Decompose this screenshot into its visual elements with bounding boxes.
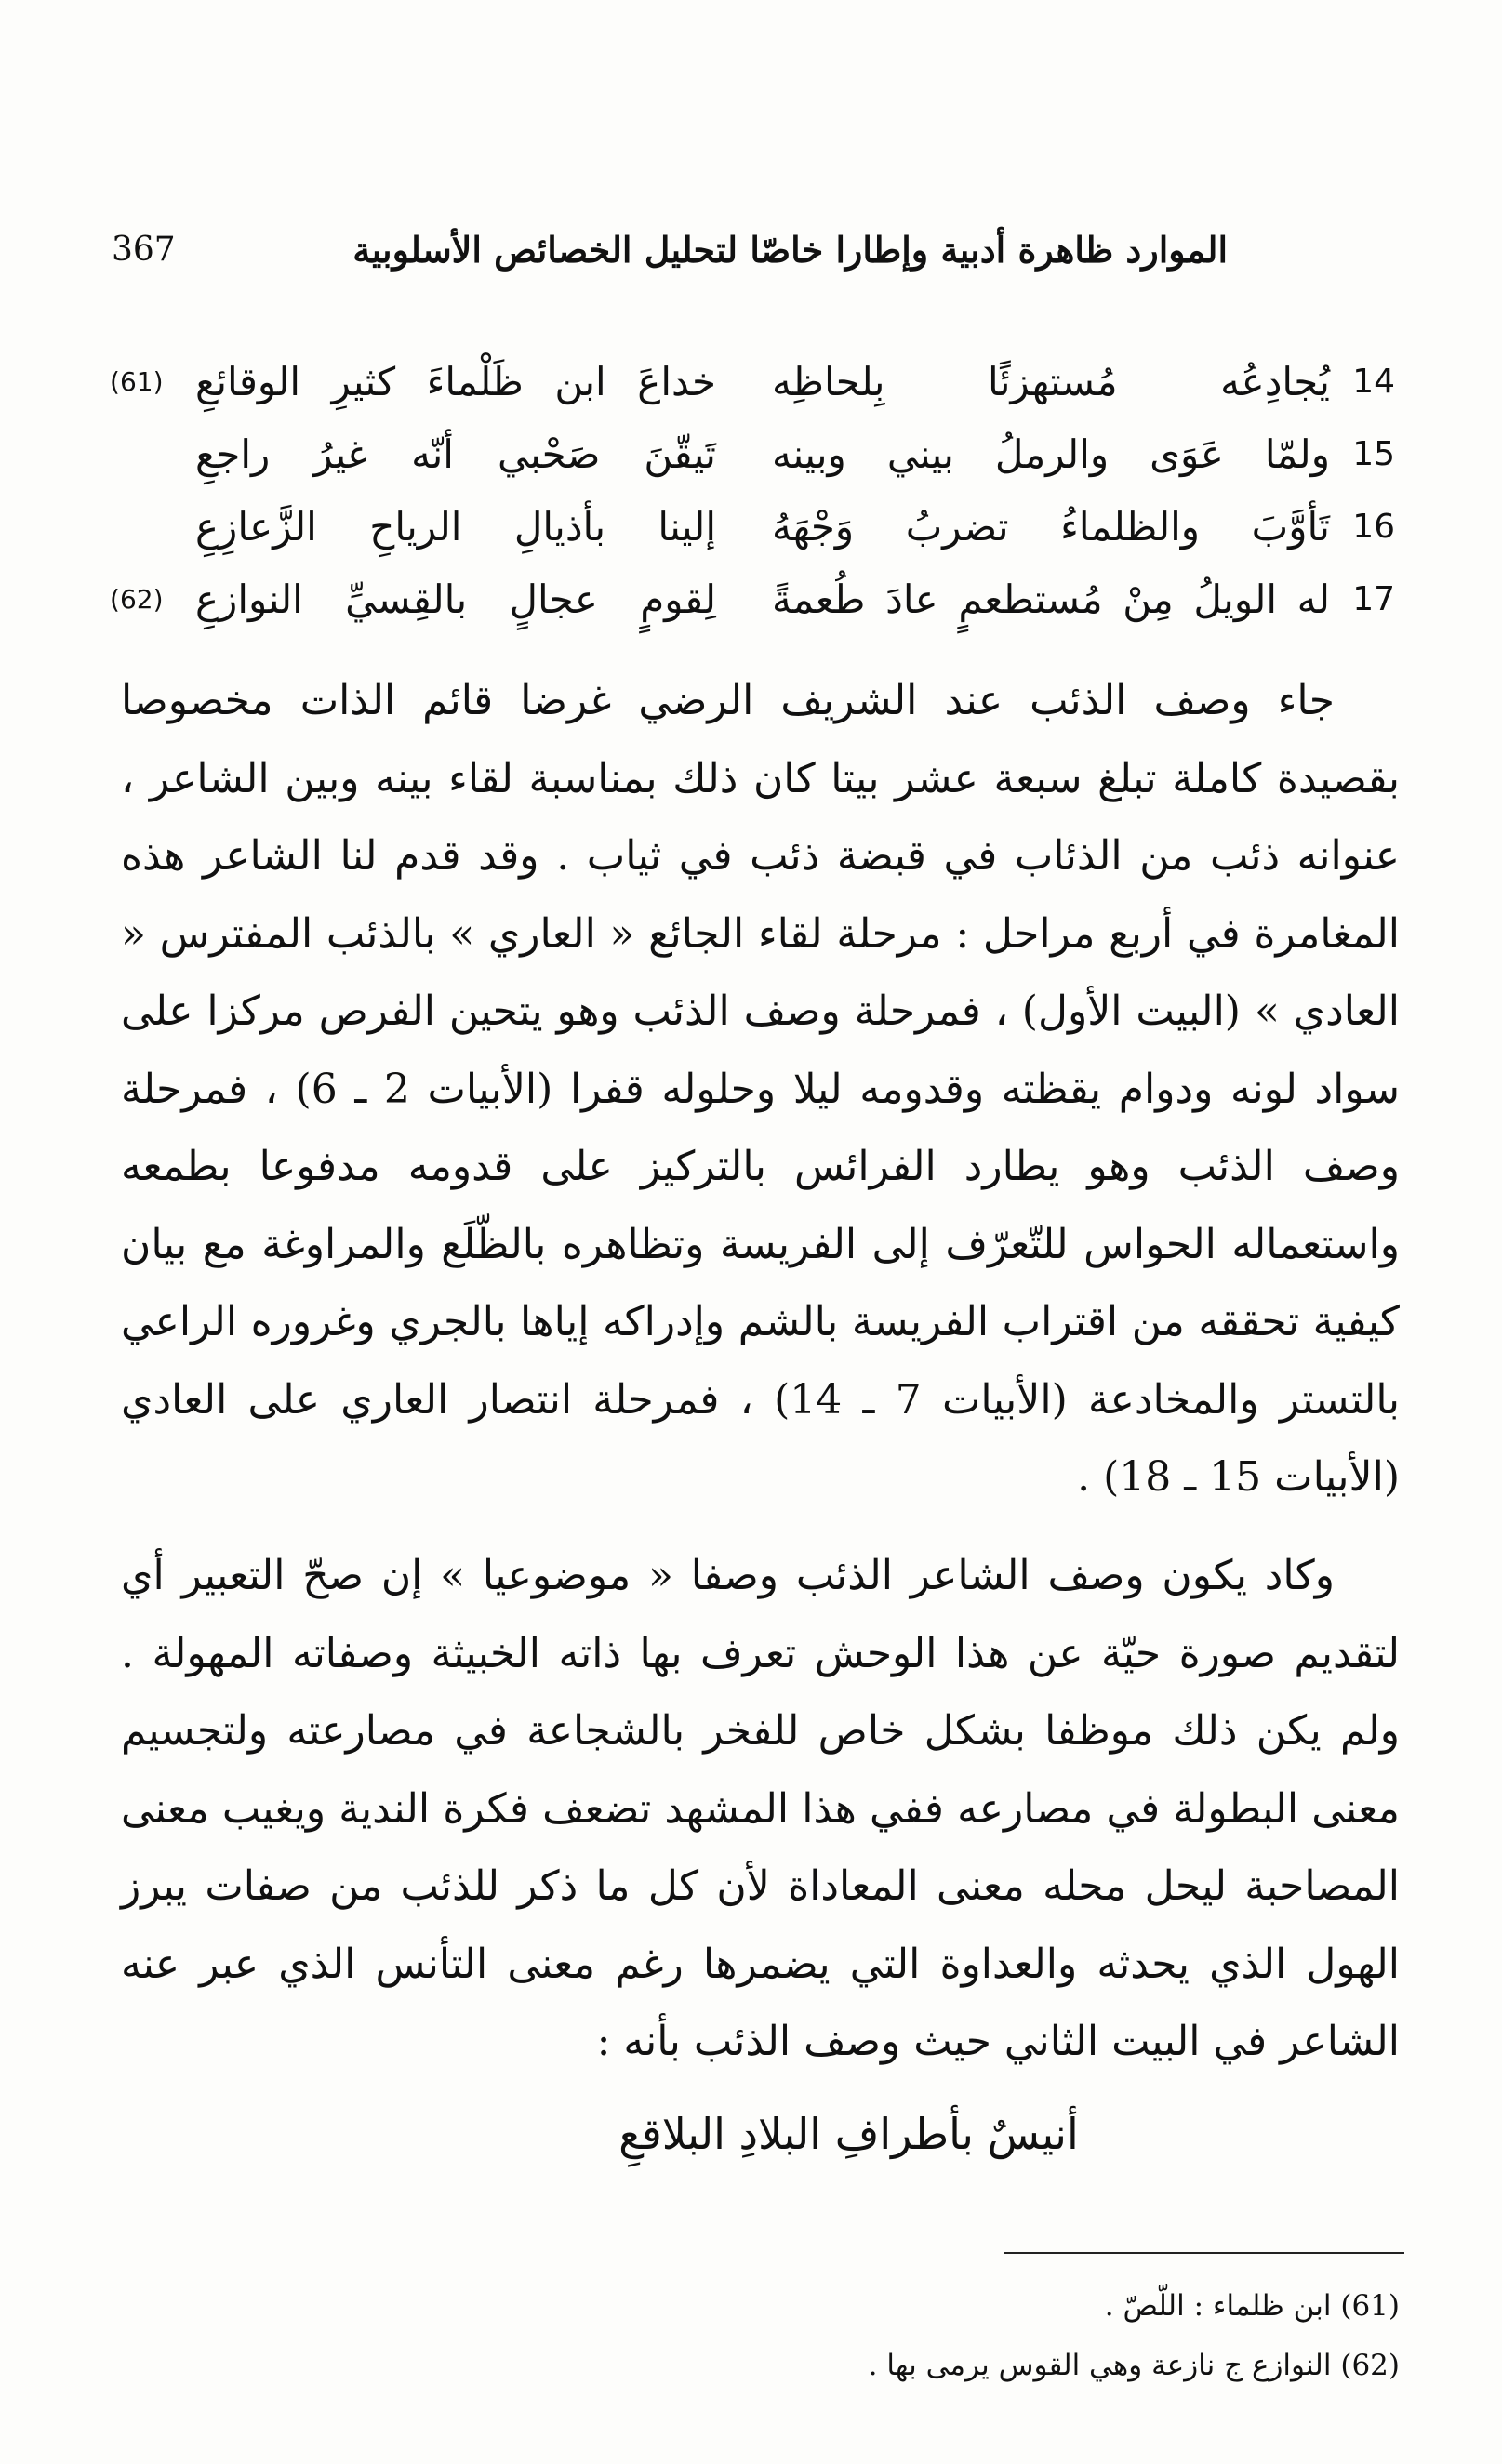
verse-number: 17 xyxy=(1352,580,1395,618)
verse-number: 15 xyxy=(1352,435,1395,473)
verse-number: 14 xyxy=(1352,363,1395,401)
verse-second-hemistich: خداعَ ابن ظَلْماءَ كثيرِ الوقائعِ xyxy=(195,359,716,404)
footnote-number: (61) xyxy=(1340,2289,1400,2323)
page-header xyxy=(112,223,1228,288)
running-title: الموارد ظاهرة أدبية وإطارا خاصّا لتحليل الخصائص الأسلوبية xyxy=(352,229,1228,271)
verse-16 xyxy=(112,491,1395,563)
verse-second-hemistich: لِقومٍ عجالٍ بالقِسيِّ النوازعِ xyxy=(195,576,716,622)
paragraph-text: جاء وصف الذئب عند الشريف الرضي غرضا قائم الذات مخصوصا بقصيدة كاملة تبلغ سبعة عشر بيتا كان ذلك بمناسبة لقاء بينه وبين الشاعر ، عنوانه ذئب من الذئاب في قبضة ذئب في ثياب . وقد قدم لنا الشاعر هذه المغامرة في أربع مراحل : مرحلة لقاء الجائع « العاري » بالذئب المفترس « العادي » (البيت الأول) ، فمرحلة وصف الذئب وهو يتحين الفرص مركزا على سواد لونه ودوام يقظته وقدومه ليلا وحلوله قفرا (الأبيات 2 ـ 6) ، فمرحلة وصف الذئب وهو يطارد الفرائس بالتركيز على قدومه مدفوعا بطمعه واستعماله الحواس للتّعرّف إلى الفريسة وتظاهره بالظّلَع والمراوغة مع بيان كيفية تحققه من اقتراب الفريسة بالشم وإدراكه إياها بالجري وغروره الراعي بالتستر والمخادعة (الأبيات 7 ـ 14) ، فمرحلة انتصار العاري على العادي (الأبيات 15 ـ 18) . xyxy=(121,677,1400,1501)
verse-17 xyxy=(112,563,1395,636)
footnote-divider xyxy=(1004,2252,1404,2254)
footnote-62 xyxy=(563,2336,1400,2395)
footnote-61 xyxy=(563,2276,1400,2336)
footnote-text: ابن ظلماء : اللّصّ . xyxy=(1104,2289,1332,2323)
verse-first-hemistich: تَأوَّبَ والظلماءُ تضربُ وَجْهَهُ xyxy=(772,504,1330,550)
footnote-number: (62) xyxy=(1340,2349,1400,2382)
footnotes xyxy=(563,2276,1400,2395)
verse-15 xyxy=(112,418,1395,491)
page-number: 367 xyxy=(112,231,176,269)
footnote-text: النوازع ج نازعة وهي القوس يرمى بها . xyxy=(868,2349,1332,2382)
body-paragraph-1 xyxy=(121,662,1400,1517)
verse-first-hemistich: يُجادِعُه مُستهزئًا بِلحاظِه xyxy=(772,359,1330,404)
body-paragraph-2 xyxy=(121,1537,1400,2081)
quote-text: أنيسٌ بأطرافِ البلادِ البلاقعِ xyxy=(618,2109,1079,2159)
verse-14 xyxy=(112,346,1395,418)
paragraph-text: وكاد يكون وصف الشاعر الذئب وصفا « موضوعيا » إن صحّ التعبير أي لتقديم صورة حيّة عن هذا الوحش تعرف بها ذاته الخبيثة وصفاته المهولة . ولم يكن ذلك موظفا بشكل خاص للفخر بالشجاعة في مصارعته ولتجسيم معنى البطولة في مصارعه ففي هذا المشهد تضعف فكرة الندية ويغيب معنى المصاحبة ليحل محله معنى المعاداة لأن كل ما ذكر للذئب من صفات يبرز الهول الذي يحدثه والعداوة التي يضمرها رغم معنى التأنس الذي عبر عنه الشاعر في البيت الثاني حيث وصف الذئب بأنه : xyxy=(121,1552,1400,2065)
verse-second-hemistich: تَيقّنَ صَحْبي أنّه غيرُ راجعِ xyxy=(195,431,716,477)
footnote-marker: (62) xyxy=(110,584,164,615)
verse-number: 16 xyxy=(1352,508,1395,546)
quoted-hemistich xyxy=(0,2097,1502,2171)
verse-second-hemistich: إلينا بأذيالِ الرياحِ الزَّعازِعِ xyxy=(195,504,716,550)
footnote-marker: (61) xyxy=(110,366,164,397)
poem-verses xyxy=(112,346,1395,636)
verse-first-hemistich: له الويلُ مِنْ مُستطعمٍ عادَ طُعمةً xyxy=(772,576,1330,622)
verse-first-hemistich: ولمّا عَوَى والرملُ بيني وبينه xyxy=(772,431,1330,477)
